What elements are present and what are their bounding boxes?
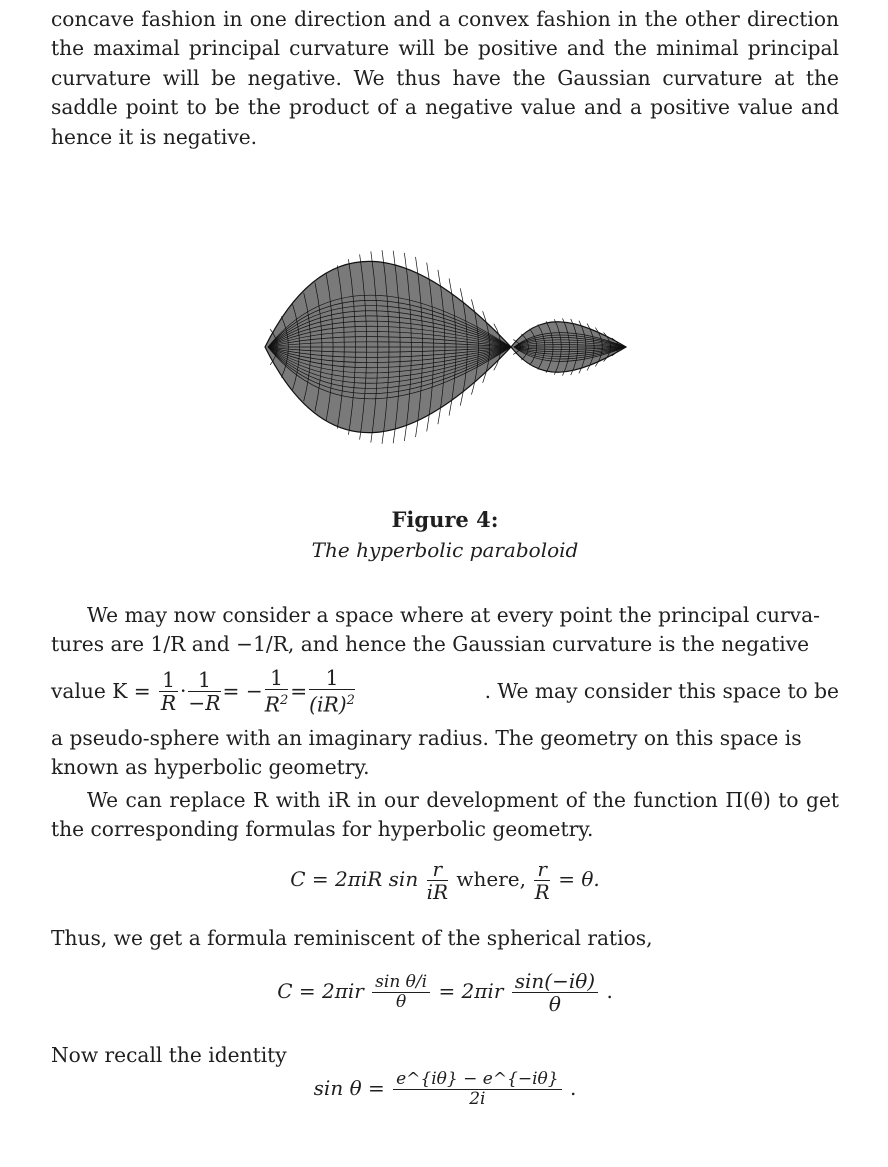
- equation-end: .: [569, 1076, 577, 1100]
- paragraph-spherical-ratios: Thus, we get a formula reminiscent of the spherical ratios,: [51, 926, 653, 950]
- equation-lhs: sin θ =: [313, 1076, 392, 1100]
- figure-title: Figure 4:: [391, 507, 499, 532]
- fraction-sin-theta-over-i: $\frac{\text{sin θ/i}}{\theta}$: [372, 973, 430, 1012]
- paragraph-pseudo-sphere: [51, 601, 839, 783]
- paragraph-line: a pseudo-sphere with an imaginary radius. The geometry on this space is: [51, 725, 802, 750]
- paragraph-saddle-curvature: concave fashion in one direction and a convex fashion in the other direction the maximal principal curvature will be positive and the minimal principal curvature will be negative. We thus have the Gaussian curvature at the saddle point to be the product of a negative value and a positive value and hence it is negative.: [51, 7, 839, 149]
- saddle-surface-illustration: [51, 232, 839, 462]
- fraction-1-over-iR-squared: $\frac{1}{(iR)^2}$: [309, 666, 355, 718]
- figure-caption: The hyperbolic paraboloid: [311, 538, 579, 562]
- equation-end: .: [606, 979, 613, 1003]
- equation-circumference: [51, 858, 839, 903]
- value-tail: . We may consider this space to be: [484, 679, 839, 704]
- fraction-exponential: $\frac{e\^{}\{i\theta\} - e\^{}\{-i\theta\}}{2i}$: [393, 1070, 562, 1109]
- fraction-r-over-R: $\frac{r}{R}$: [534, 857, 550, 904]
- fraction-sin-neg-i-theta: $\frac{\sin(-i\theta)}{\theta}$: [512, 970, 598, 1015]
- equation-mid: = 2πir: [438, 979, 504, 1003]
- equation-where: where,: [456, 867, 533, 891]
- paragraph-line: tures are 1/R and −1/R, and hence the Gaussian curvature is the negative: [51, 632, 810, 657]
- paragraph-recall-identity: Now recall the identity: [51, 1043, 287, 1067]
- paragraph-line: We may now consider a space where at every point the principal curva-: [87, 603, 820, 627]
- fraction-1-over-R: $\frac{1}{R}$: [160, 668, 177, 716]
- paragraph-line: known as hyperbolic geometry.: [51, 755, 370, 780]
- curvature-value-line: value K = $\frac{1}{R}$ · $\frac{1}{-R}$ = − $\frac{1}{R^2}$ = $\frac{1}{(iR)^2}$ . We may consider this space to be: [51, 666, 839, 718]
- equation-sine-identity: [51, 1070, 839, 1109]
- equation-lhs: C = 2πiR sin: [290, 867, 419, 891]
- paragraph-replace-R: We can replace R with iR in our development of the function Π(θ) to get the corresponding formulas for hyperbolic geometry.: [51, 788, 839, 842]
- equation-ratios: [51, 970, 839, 1015]
- value-lead: value K =: [51, 679, 158, 704]
- fraction-1-over-R-squared: $\frac{1}{R^2}$: [264, 666, 289, 718]
- equation-lhs: C = 2πir: [277, 979, 364, 1003]
- fraction-1-over-neg-R: $\frac{1}{-R}$: [188, 668, 221, 716]
- fraction-r-over-iR: $\frac{r}{iR}$: [426, 857, 449, 904]
- figure-hyperbolic-paraboloid: [51, 232, 839, 462]
- equation-rhs: = θ.: [558, 867, 600, 891]
